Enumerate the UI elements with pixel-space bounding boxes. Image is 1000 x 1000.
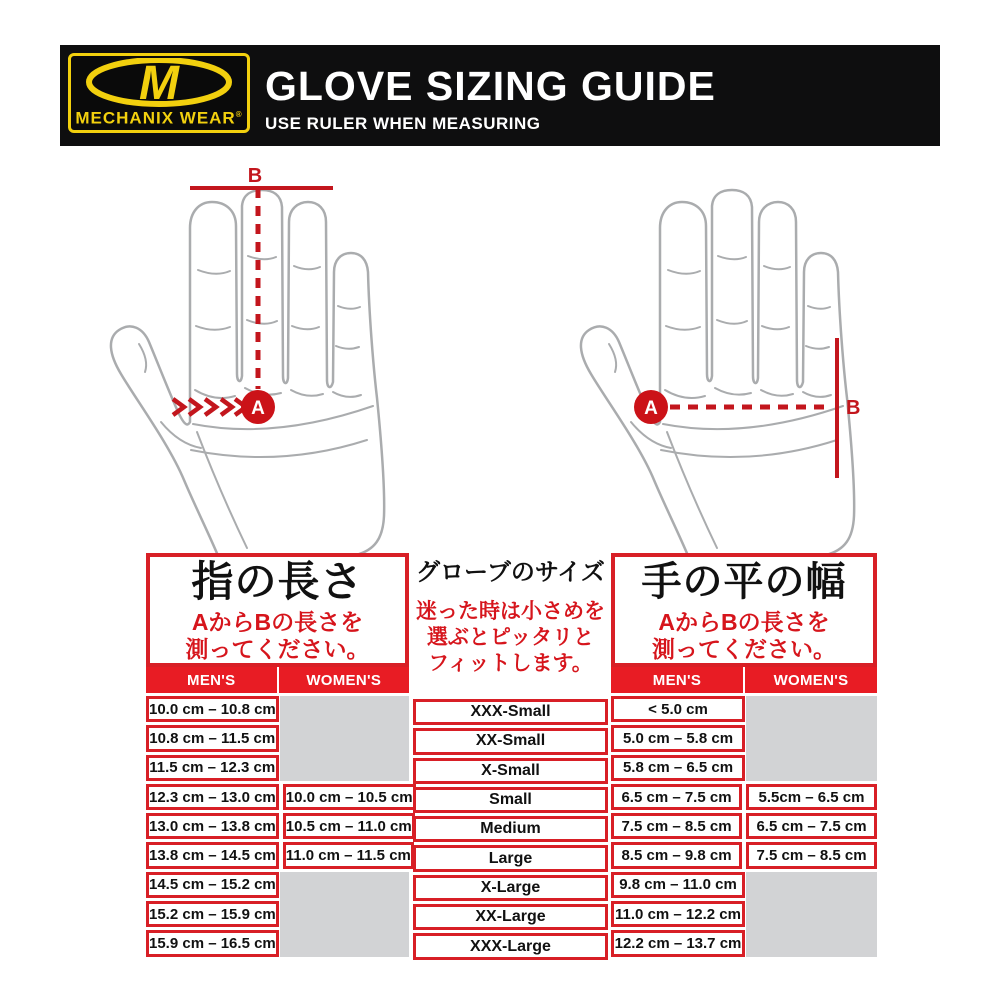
womens-cell-empty	[283, 901, 409, 927]
size-cell: XX-Small	[413, 728, 608, 754]
womens-cell-empty	[749, 872, 877, 898]
table-row	[146, 755, 409, 781]
point-b-label: B	[846, 397, 861, 419]
header-text	[265, 63, 716, 134]
mechanix-m-icon	[74, 58, 244, 108]
table-row	[146, 784, 413, 810]
size-cell: Large	[413, 845, 608, 871]
glove-size-panel	[413, 553, 608, 960]
finger-length-panel	[146, 553, 413, 957]
table-row	[611, 725, 877, 751]
table-row	[413, 728, 608, 754]
mens-cell: 9.8 cm – 11.0 cm	[611, 872, 745, 898]
point-b-label: B	[247, 165, 263, 187]
womens-cell-empty	[283, 696, 409, 722]
womens-cell-empty	[749, 755, 877, 781]
size-cell: XXX-Small	[413, 699, 608, 725]
womens-cell-empty	[283, 872, 409, 898]
palm-width-panel	[611, 553, 877, 957]
palm-width-rows	[611, 696, 877, 957]
mens-cell: 15.9 cm – 16.5 cm	[146, 930, 279, 956]
mens-cell: 12.2 cm – 13.7 cm	[611, 930, 745, 956]
table-row	[611, 930, 877, 956]
table-row	[146, 872, 409, 898]
palm-width-hand-diagram	[575, 162, 875, 562]
table-row	[146, 696, 409, 722]
womens-cell-empty	[283, 755, 410, 781]
finger-length-title: 指の長さ	[191, 558, 364, 605]
table-row	[413, 904, 608, 930]
note-line: 測ってください。	[185, 636, 370, 662]
finger-length-note	[150, 609, 405, 663]
size-cell: X-Large	[413, 875, 608, 901]
table-row	[413, 875, 608, 901]
table-row	[413, 699, 608, 725]
table-row	[611, 842, 877, 868]
womens-column-header: WOMEN'S	[277, 667, 410, 693]
table-row	[146, 930, 409, 956]
mens-cell: 7.5 cm – 8.5 cm	[611, 813, 742, 839]
table-row	[146, 842, 409, 868]
womens-cell-empty	[283, 725, 410, 751]
womens-cell: 10.5 cm – 11.0 cm	[283, 813, 415, 839]
table-row	[146, 725, 409, 751]
womens-cell: 10.0 cm – 10.5 cm	[283, 784, 416, 810]
mens-cell: 15.2 cm – 15.9 cm	[146, 901, 279, 927]
mens-cell: 12.3 cm – 13.0 cm	[146, 784, 279, 810]
note-line: AからBの長さを	[191, 609, 364, 635]
table-row	[611, 872, 877, 898]
mens-cell: 11.5 cm – 12.3 cm	[146, 755, 279, 781]
monogram-letter: M	[139, 58, 179, 109]
womens-cell-empty	[749, 930, 877, 956]
glove-size-header	[413, 553, 608, 696]
mens-cell: 5.0 cm – 5.8 cm	[611, 725, 745, 751]
table-row	[146, 901, 409, 927]
glove-size-rows	[413, 699, 608, 960]
glove-size-title: グローブのサイズ	[416, 559, 605, 586]
table-row	[413, 787, 608, 813]
mechanix-wear-logo	[68, 53, 250, 133]
mens-cell: 5.8 cm – 6.5 cm	[611, 755, 745, 781]
note-line: 選ぶとピッタリと	[426, 626, 595, 649]
mens-column-header: MEN'S	[652, 671, 702, 689]
table-row	[413, 845, 608, 871]
mens-cell: 8.5 cm – 9.8 cm	[611, 842, 742, 868]
size-cell: Small	[413, 787, 608, 813]
mens-column-header: MEN'S	[187, 671, 236, 689]
table-row	[413, 758, 608, 784]
size-cell: X-Small	[413, 758, 608, 784]
glove-size-note	[413, 599, 608, 677]
palm-width-title: 手の平の幅	[641, 560, 847, 604]
table-row	[413, 933, 608, 959]
palm-width-column-bar	[611, 667, 877, 693]
womens-cell: 11.0 cm – 11.5 cm	[283, 842, 414, 868]
womens-cell: 7.5 cm – 8.5 cm	[746, 842, 877, 868]
womens-cell-empty	[283, 930, 409, 956]
mens-cell: 11.0 cm – 12.2 cm	[611, 901, 745, 927]
page-title: GLOVE SIZING GUIDE	[265, 63, 716, 109]
mens-cell: 13.0 cm – 13.8 cm	[146, 813, 279, 839]
mens-cell: 10.0 cm – 10.8 cm	[146, 696, 279, 722]
point-a-label: A	[644, 398, 658, 419]
womens-cell-empty	[749, 725, 877, 751]
page-subtitle: USE RULER WHEN MEASURING	[265, 114, 541, 133]
mens-cell: 6.5 cm – 7.5 cm	[611, 784, 742, 810]
mens-cell: 14.5 cm – 15.2 cm	[146, 872, 279, 898]
finger-length-hand-diagram	[105, 162, 405, 562]
table-row	[146, 813, 412, 839]
size-cell: Medium	[413, 816, 608, 842]
table-row	[611, 813, 877, 839]
palm-width-note	[615, 609, 873, 663]
brand-name	[75, 106, 242, 128]
womens-column-header: WOMEN'S	[743, 667, 877, 693]
note-line: フィットします。	[428, 652, 593, 675]
womens-cell: 6.5 cm – 7.5 cm	[746, 813, 877, 839]
finger-length-column-bar	[146, 667, 409, 693]
size-cell: XXX-Large	[413, 933, 608, 959]
registered-mark: ®	[235, 110, 243, 120]
note-line: 迷った時は小さめを	[416, 600, 605, 623]
finger-length-header	[146, 553, 409, 667]
table-row	[413, 816, 608, 842]
mens-cell: 13.8 cm – 14.5 cm	[146, 842, 279, 868]
finger-length-rows	[146, 696, 413, 957]
note-line: AからBの長さを	[658, 609, 830, 635]
table-row	[611, 755, 877, 781]
point-a-label: A	[251, 398, 265, 419]
table-row	[611, 696, 877, 722]
mens-cell: < 5.0 cm	[611, 696, 745, 722]
header-bar	[60, 45, 940, 146]
womens-cell-empty	[749, 696, 877, 722]
note-line: 測ってください。	[652, 636, 836, 662]
size-cell: XX-Large	[413, 904, 608, 930]
table-row	[611, 901, 877, 927]
palm-width-header	[611, 553, 877, 667]
womens-cell-empty	[749, 901, 877, 927]
table-row	[611, 784, 877, 810]
mens-cell: 10.8 cm – 11.5 cm	[146, 725, 279, 751]
brand-text: MECHANIX WEAR	[75, 108, 236, 128]
womens-cell: 5.5cm – 6.5 cm	[746, 784, 877, 810]
